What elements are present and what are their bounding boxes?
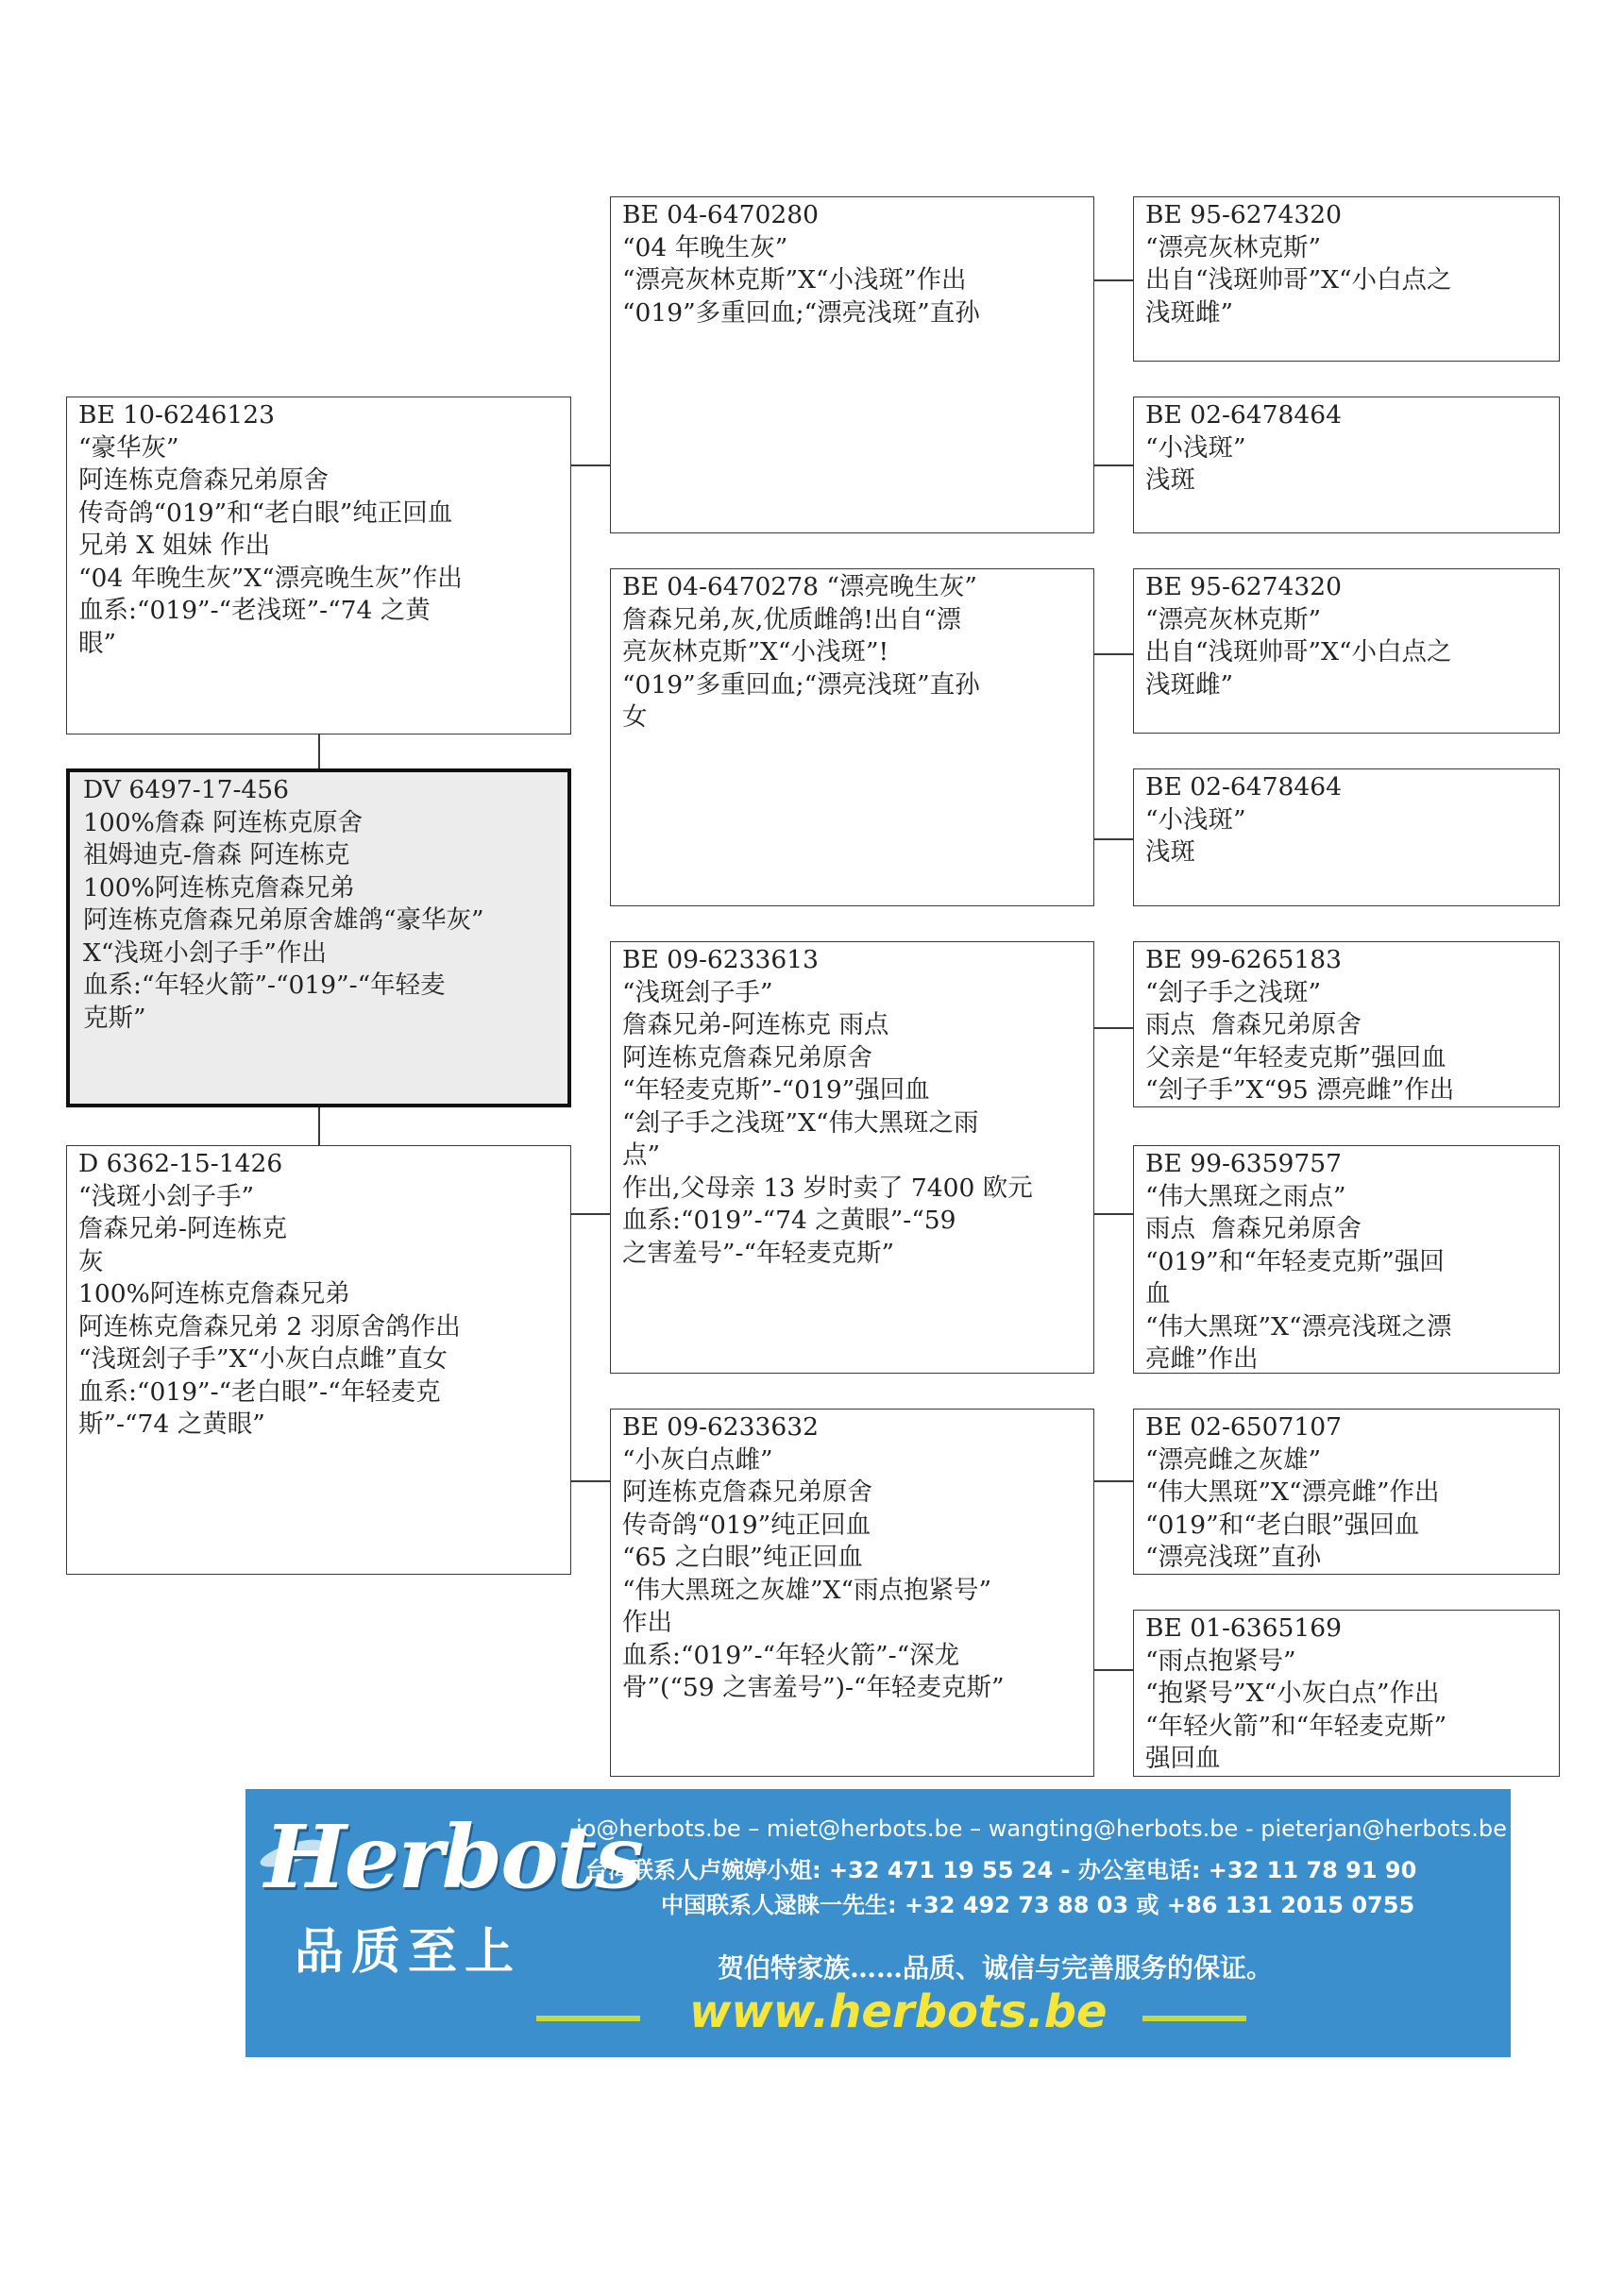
ds-line: “刽子手之浅斑”X“伟大黑斑之雨 [622, 1107, 979, 1138]
subject-line: 100%詹森 阿连栋克原舍 [83, 807, 364, 837]
dam-line: “浅斑小刽子手” [78, 1181, 255, 1211]
dss-line: “刽子手”X“95 漂亮雌”作出 [1145, 1075, 1455, 1105]
dds-line: “伟大黑斑”X“漂亮雌”作出 [1145, 1477, 1440, 1507]
banner-slogan: 品质至上 [295, 1924, 522, 1981]
dds-line: “019”和“老白眼”强回血 [1145, 1510, 1420, 1540]
ssd-line: “小浅斑” [1145, 432, 1246, 463]
sd-line: “019”多重回血;“漂亮浅斑”直孙 [622, 669, 980, 700]
decorative-line-left [536, 2016, 640, 2021]
dam-line: 血系:“019”-“老白眼”-“年轻麦克 [78, 1376, 441, 1407]
dd-line: “小灰白点雌” [622, 1444, 773, 1475]
ds-line: 詹森兄弟-阿连栋克 雨点 [622, 1010, 889, 1039]
connector-subject-dam [318, 1107, 320, 1145]
sdd-line: 浅斑 [1145, 837, 1195, 867]
dds-line: BE 02-6507107 [1145, 1412, 1342, 1442]
decorative-line-right [1142, 2016, 1246, 2021]
dd-line: “伟大黑斑之灰雄”X“雨点抱紧号” [622, 1575, 992, 1605]
sdd-card [1133, 768, 1560, 906]
sire-dam-card [610, 568, 1094, 906]
sss-line: 浅斑雌” [1145, 297, 1234, 328]
subject-line: 祖姆迪克-詹森 阿连栋克 [83, 840, 350, 869]
sire-line: 眼” [78, 628, 117, 658]
dss-line: 父亲是“年轻麦克斯”强回血 [1145, 1042, 1446, 1072]
sss-card [1133, 196, 1560, 362]
dd-line: “65 之白眼”纯正回血 [622, 1543, 863, 1572]
sdd-line: BE 02-6478464 [1145, 772, 1342, 802]
connector-sire-subject [318, 734, 320, 768]
dsd-line: “伟大黑斑之雨点” [1145, 1181, 1346, 1211]
dd-line: 血系:“019”-“年轻火箭”-“深龙 [622, 1640, 960, 1670]
dam-line: “浅斑刽子手”X“小灰白点雌”直女 [78, 1344, 448, 1374]
dam-line: 斯”-“74 之黄眼” [78, 1410, 265, 1439]
connector-dam-dd [571, 1480, 610, 1482]
ssd-card [1133, 397, 1560, 533]
sire-line: 兄弟 X 姐妹 作出 [78, 531, 271, 560]
dam-line: 100%阿连栋克詹森兄弟 [78, 1279, 350, 1308]
sss-line: BE 95-6274320 [1145, 200, 1342, 229]
dss-line: BE 99-6265183 [1145, 945, 1342, 974]
ds-line: 血系:“019”-“74 之黄眼”-“59 [622, 1206, 956, 1235]
sds-line: “漂亮灰林克斯” [1145, 604, 1322, 634]
ddd-line: “雨点抱紧号” [1145, 1646, 1296, 1676]
connector-ss-sss [1094, 279, 1133, 281]
dam-card [66, 1145, 571, 1575]
connector-ds-dsd [1094, 1213, 1133, 1215]
ddd-line: “抱紧号”X“小灰白点”作出 [1145, 1679, 1440, 1708]
ss-line: BE 04-6470280 [622, 200, 819, 229]
dd-line: 作出 [622, 1608, 672, 1637]
sds-line: 浅斑雌” [1145, 669, 1234, 700]
subject-line: 血系:“年轻火箭”-“019”-“年轻麦 [83, 971, 446, 1000]
sire-card [66, 397, 571, 734]
dam-dam-card [610, 1409, 1094, 1777]
dd-line: BE 09-6233632 [622, 1412, 819, 1442]
ddd-card [1133, 1610, 1560, 1777]
ds-line: BE 09-6233613 [622, 945, 819, 974]
ds-line: “年轻麦克斯”-“019”强回血 [622, 1075, 930, 1105]
connector-sd-sdd [1094, 838, 1133, 840]
dsd-card [1133, 1145, 1560, 1374]
ddd-line: 强回血 [1145, 1744, 1221, 1773]
sire-sire-card [610, 196, 1094, 533]
sds-line: 出自“浅斑帅哥”X“小白点之 [1145, 637, 1452, 667]
dam-line: 詹森兄弟-阿连栋克 [78, 1214, 287, 1243]
subject-line: 100%阿连栋克詹森兄弟 [83, 872, 355, 903]
sire-line: 阿连栋克詹森兄弟原舍 [78, 465, 329, 495]
connector-sire-ss [571, 464, 610, 466]
ssd-line: BE 02-6478464 [1145, 400, 1342, 430]
banner-china-contact: 中国联系人逯睐一先生: +32 492 73 88 03 或 +86 131 2015 0755 [661, 1892, 1415, 1918]
banner-emails: jo@herbots.be – miet@herbots.be – wangting@herbots.be - pieterjan@herbots.be [576, 1815, 1507, 1842]
banner-website-link[interactable]: www.herbots.be [689, 1985, 1108, 2038]
sds-card [1133, 568, 1560, 734]
dss-line: “刽子手之浅斑” [1145, 977, 1322, 1007]
sd-line: BE 04-6470278 “漂亮晚生灰” [622, 572, 977, 601]
sd-line: 詹森兄弟,灰,优质雌鸽!出自“漂 [622, 604, 962, 634]
dam-line: 灰 [78, 1246, 104, 1276]
dsd-line: 雨点 詹森兄弟原舍 [1145, 1214, 1362, 1243]
dd-line: 传奇鸽“019”纯正回血 [622, 1510, 871, 1540]
sds-line: BE 95-6274320 [1145, 572, 1342, 601]
dam-sire-card [610, 941, 1094, 1374]
ddd-line: “年轻火箭”和“年轻麦克斯” [1145, 1711, 1447, 1741]
ddd-line: BE 01-6365169 [1145, 1613, 1342, 1643]
herbots-logo: Herbots [264, 1806, 642, 1908]
ss-line: “019”多重回血;“漂亮浅斑”直孙 [622, 297, 980, 328]
subject-line: 克斯” [83, 1003, 146, 1033]
sire-line: BE 10-6246123 [78, 400, 275, 430]
sire-line: 传奇鸽“019”和“老白眼”纯正回血 [78, 498, 453, 528]
ssd-line: 浅斑 [1145, 465, 1195, 495]
ss-line: “04 年晚生灰” [622, 232, 788, 262]
connector-ss-ssd [1094, 464, 1133, 466]
dsd-line: BE 99-6359757 [1145, 1149, 1342, 1178]
subject-line: DV 6497-17-456 [83, 775, 289, 804]
sss-line: 出自“浅斑帅哥”X“小白点之 [1145, 265, 1452, 295]
dds-card [1133, 1409, 1560, 1575]
sd-line: 亮灰林克斯”X“小浅斑”! [622, 637, 889, 667]
sire-line: 血系:“019”-“老浅斑”-“74 之黄 [78, 596, 431, 625]
ds-line: 阿连栋克詹森兄弟原舍 [622, 1042, 872, 1072]
dsd-line: 血 [1145, 1279, 1171, 1308]
dsd-line: 亮雌”作出 [1145, 1344, 1259, 1374]
dds-line: “漂亮雌之灰雄” [1145, 1444, 1322, 1475]
dsd-line: “伟大黑斑”X“漂亮浅斑之漂 [1145, 1311, 1452, 1342]
dam-line: D 6362-15-1426 [78, 1149, 283, 1178]
ds-line: 作出,父母亲 13 岁时卖了 7400 欧元 [622, 1173, 1033, 1203]
connector-dd-ddd [1094, 1669, 1133, 1671]
dss-line: 雨点 詹森兄弟原舍 [1145, 1010, 1362, 1039]
sire-line: “豪华灰” [78, 432, 179, 463]
ds-line: 之害羞号”-“年轻麦克斯” [622, 1238, 895, 1268]
connector-dam-ds [571, 1213, 610, 1215]
sd-line: 女 [622, 702, 648, 732]
subject-line: 阿连栋克詹森兄弟原舍雄鸽“豪华灰” [83, 905, 484, 935]
dd-line: 阿连栋克詹森兄弟原舍 [622, 1477, 872, 1507]
banner-taiwan-contact: 台湾联系人卢婉婷小姐: +32 471 19 55 24 - 办公室电话: +32 11 78 91 90 [585, 1857, 1417, 1883]
ds-line: 点” [622, 1140, 661, 1170]
subject-card [66, 768, 571, 1107]
ds-line: “浅斑刽子手” [622, 977, 773, 1007]
dd-line: 骨”(“59 之害羞号”)-“年轻麦克斯” [622, 1673, 1005, 1702]
sdd-line: “小浅斑” [1145, 804, 1246, 835]
dss-card [1133, 941, 1560, 1107]
dds-line: “漂亮浅斑”直孙 [1145, 1543, 1322, 1572]
subject-line: X“浅斑小刽子手”作出 [83, 937, 327, 968]
connector-ds-dss [1094, 1027, 1133, 1029]
connector-sd-sds [1094, 653, 1133, 655]
herbots-banner [245, 1789, 1511, 2057]
dam-line: 阿连栋克詹森兄弟 2 羽原舍鸽作出 [78, 1311, 461, 1342]
connector-dd-dds [1094, 1480, 1133, 1482]
sss-line: “漂亮灰林克斯” [1145, 232, 1322, 262]
dsd-line: “019”和“年轻麦克斯”强回 [1145, 1246, 1445, 1276]
ss-line: “漂亮灰林克斯”X“小浅斑”作出 [622, 265, 967, 295]
sire-line: “04 年晚生灰”X“漂亮晚生灰”作出 [78, 563, 463, 593]
banner-tagline: 贺伯特家族……品质、诚信与完善服务的保证。 [718, 1952, 1274, 1984]
